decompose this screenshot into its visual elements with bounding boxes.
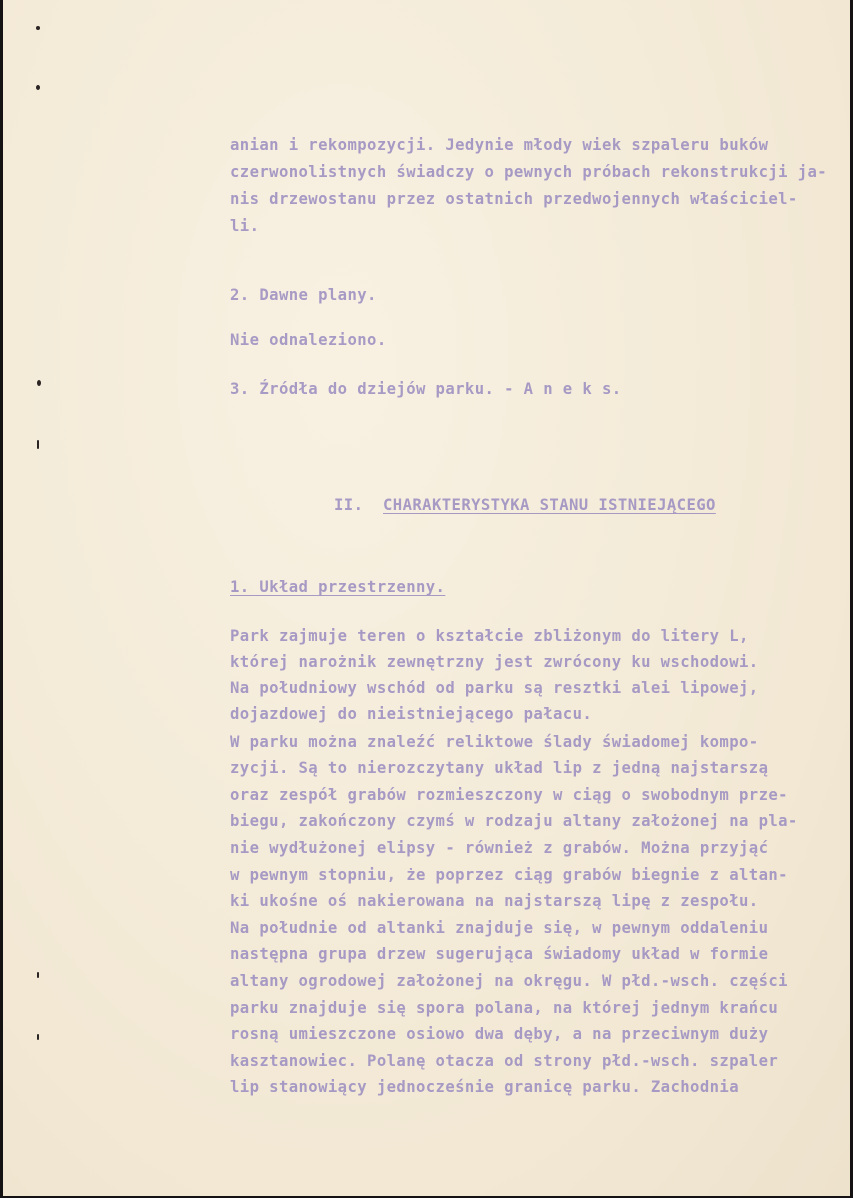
binder-hole <box>37 440 39 449</box>
text-line: oraz zespół grabów rozmieszczony w ciąg o swobodnym prze- <box>230 786 788 804</box>
text-line: li. <box>230 217 260 235</box>
text-line: nie wydłużonej elipsy - również z grabów. Można przyjąć <box>230 839 769 857</box>
binder-hole <box>36 26 40 30</box>
binder-hole <box>37 972 39 978</box>
text-line: nis drzewostanu przez ostatnich przedwojennych właściciel- <box>230 190 798 208</box>
text-line: Park zajmuje teren o kształcie zbliżonym do litery L, <box>230 627 749 645</box>
section-heading <box>334 495 716 514</box>
subsection-title: 1. Układ przestrzenny. <box>230 578 446 596</box>
text-line: rosną umieszczone osiowo dwa dęby, a na przeciwnym duży <box>230 1025 769 1043</box>
text-line: dojazdowej do nieistniejącego pałacu. <box>230 705 593 723</box>
binder-hole <box>37 380 41 386</box>
text-line: czerwonolistnych świadczy o pewnych próbach rekonstrukcji ja- <box>230 163 828 181</box>
section-number: II. <box>334 496 364 514</box>
text-line: następna grupa drzew sugerująca świadomy układ w formie <box>230 945 769 963</box>
text-line: w pewnym stopniu, że poprzez ciąg grabów biegnie z altan- <box>230 866 788 884</box>
item-2-body: Nie odnaleziono. <box>230 331 387 349</box>
text-line: biegu, zakończony czymś w rodzaju altany założonej na pla- <box>230 812 798 830</box>
section-title: CHARAKTERYSTYKA STANU ISTNIEJĄCEGO <box>383 496 716 514</box>
binder-hole <box>36 85 40 90</box>
binder-hole <box>37 1034 39 1040</box>
item-2-title: 2. Dawne plany. <box>230 286 377 304</box>
text-line: anian i rekompozycji. Jedynie młody wiek szpaleru buków <box>230 136 769 154</box>
text-line: której narożnik zewnętrzny jest zwrócony ku wschodowi. <box>230 653 759 671</box>
text-line: Na południe od altanki znajduje się, w pewnym oddaleniu <box>230 919 769 937</box>
text-line: Na południowy wschód od parku są resztki alei lipowej, <box>230 679 759 697</box>
text-line: altany ogrodowej założonej na okręgu. W płd.-wsch. części <box>230 972 788 990</box>
text-line: ki ukośne oś nakierowana na najstarszą lipę z zespołu. <box>230 892 759 910</box>
text-line: W parku można znaleźć reliktowe ślady świadomej kompo- <box>230 733 759 751</box>
text-line: zycji. Są to nierozczytany układ lip z jedną najstarszą <box>230 759 769 777</box>
item-3: 3. Źródła do dziejów parku. - A n e k s. <box>230 380 622 398</box>
text-line: parku znajduje się spora polana, na której jednym krańcu <box>230 999 779 1017</box>
document-page <box>3 0 850 1196</box>
text-line: kasztanowiec. Polanę otacza od strony płd.-wsch. szpaler <box>230 1052 779 1070</box>
text-line: lip stanowiący jednocześnie granicę parku. Zachodnia <box>230 1078 739 1096</box>
